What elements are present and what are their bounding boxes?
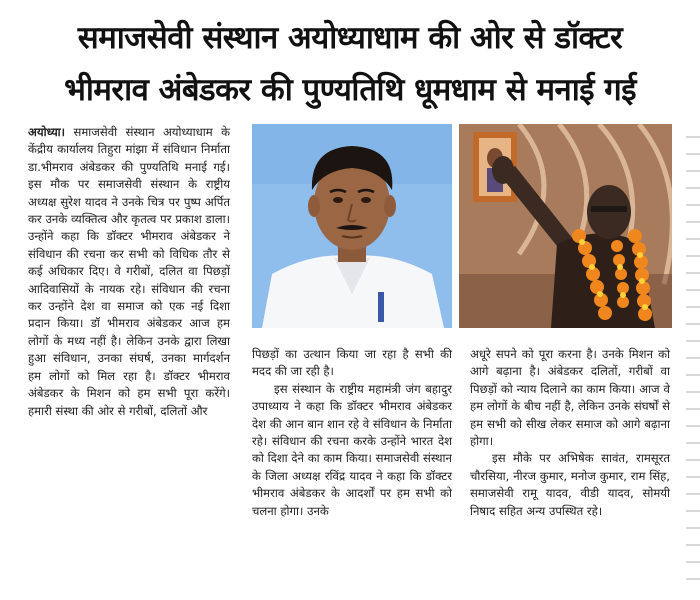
- column-3-paragraph-1: अधूरे सपने को पूरा करना है। उनके मिशन को आगे बढ़ाना है। अंबेडकर दलितों, गरीबों वा पिछड़ों को न्याय दिलाने का काम किया। आज वे हम लोगों के बीच नहीं है, लेकिन उनके संघर्षों से हम सभी को सीख लेकर समाज को आगे बढ़ाना होगा।: [470, 347, 670, 449]
- portrait-illustration: [252, 124, 452, 328]
- headline-line-2: भीमराव अंबेडकर की पुण्यतिथि धूमधाम से मनाई गई: [64, 72, 636, 108]
- dateline: अयोध्या।: [28, 125, 66, 139]
- column-2-paragraph-2: इस संस्थान के राष्ट्रीय महामंत्री जंग बहादुर उपाध्याय ने कहा कि डॉक्टर भीमराव अंबेडकर देश की आन बान शान रहे वे संविधान के निर्माता रहे। संविधान की रचना करके उन्होंने भारत देश को दिशा देने का काम किया। समाजसेवी संस्थान के जिला अध्यक्ष रविंद्र यादव ने कहा कि डॉक्टर भीमराव अंबेडकर के आदर्शों पर हम सभी को चलना होगा। उनके: [252, 381, 452, 518]
- column-3-paragraph-2: इस मौके पर अभिषेक सावंत, रामसूरत चौरसिया, नीरज कुमार, मनोज कुमार, राम सिंह, समाजसेवी रामू यादव, वीडी यादव, सोमयी निषाद सहित अन्य उपस्थित रहे।: [470, 451, 670, 518]
- adjacent-article-edge: [686, 124, 700, 584]
- portrait-photo: [252, 124, 452, 328]
- column-2-paragraph-1: पिछड़ों का उत्थान किया जा रहा है सभी की मदद की जा रही है।: [252, 347, 452, 379]
- article-column-3: [470, 346, 670, 520]
- article-column-2: [252, 346, 452, 520]
- statue-photo: [459, 124, 672, 328]
- statue-illustration: [459, 124, 672, 328]
- column-1-paragraph: समाजसेवी संस्थान अयोध्याधाम के केंद्रीय कार्यालय तिहुरा मांझा में संविधान निर्माता डा.भीमराव अंबेडकर की पुण्यतिथि मनाई गई। इस मौक पर समाजसेवी संस्थान के राष्ट्रीय अध्यक्ष सुरेश यादव ने उनके चित्र पर पुष्प अर्पित कर उनके व्यक्तित्व और कृतत्व पर प्रकाश डाला। उन्होंने कहा कि डॉक्टर भीमराव अंबेडकर ने संविधान की रचना कर सभी को विधिक तौर से कई अधिकार दिए। वे गरीबों, दलित वा पिछड़ों आदिवासियों के नायक रहे। संविधान की रचना कर उन्होंने देश वा समाज को एक नई दिशा प्रदान किया। डॉ भीमराव अंबेडकर आज हम लोगों के मध्य नहीं है। लेकिन उनके द्वारा लिखा हुआ संविधान, उनका संघर्ष, उनका मार्गदर्शन हम लोगों को मिल रहा है। डॉक्टर भीमराव अंबेडकर के मिशन को हम सभी पूरा करेंगे। हमारी संस्था की ओर से गरीबों, दलितों और: [28, 125, 231, 418]
- headline-line-1: समाजसेवी संस्थान अयोध्याधाम की ओर से डॉक्टर: [77, 20, 623, 56]
- article-column-1: [28, 124, 230, 420]
